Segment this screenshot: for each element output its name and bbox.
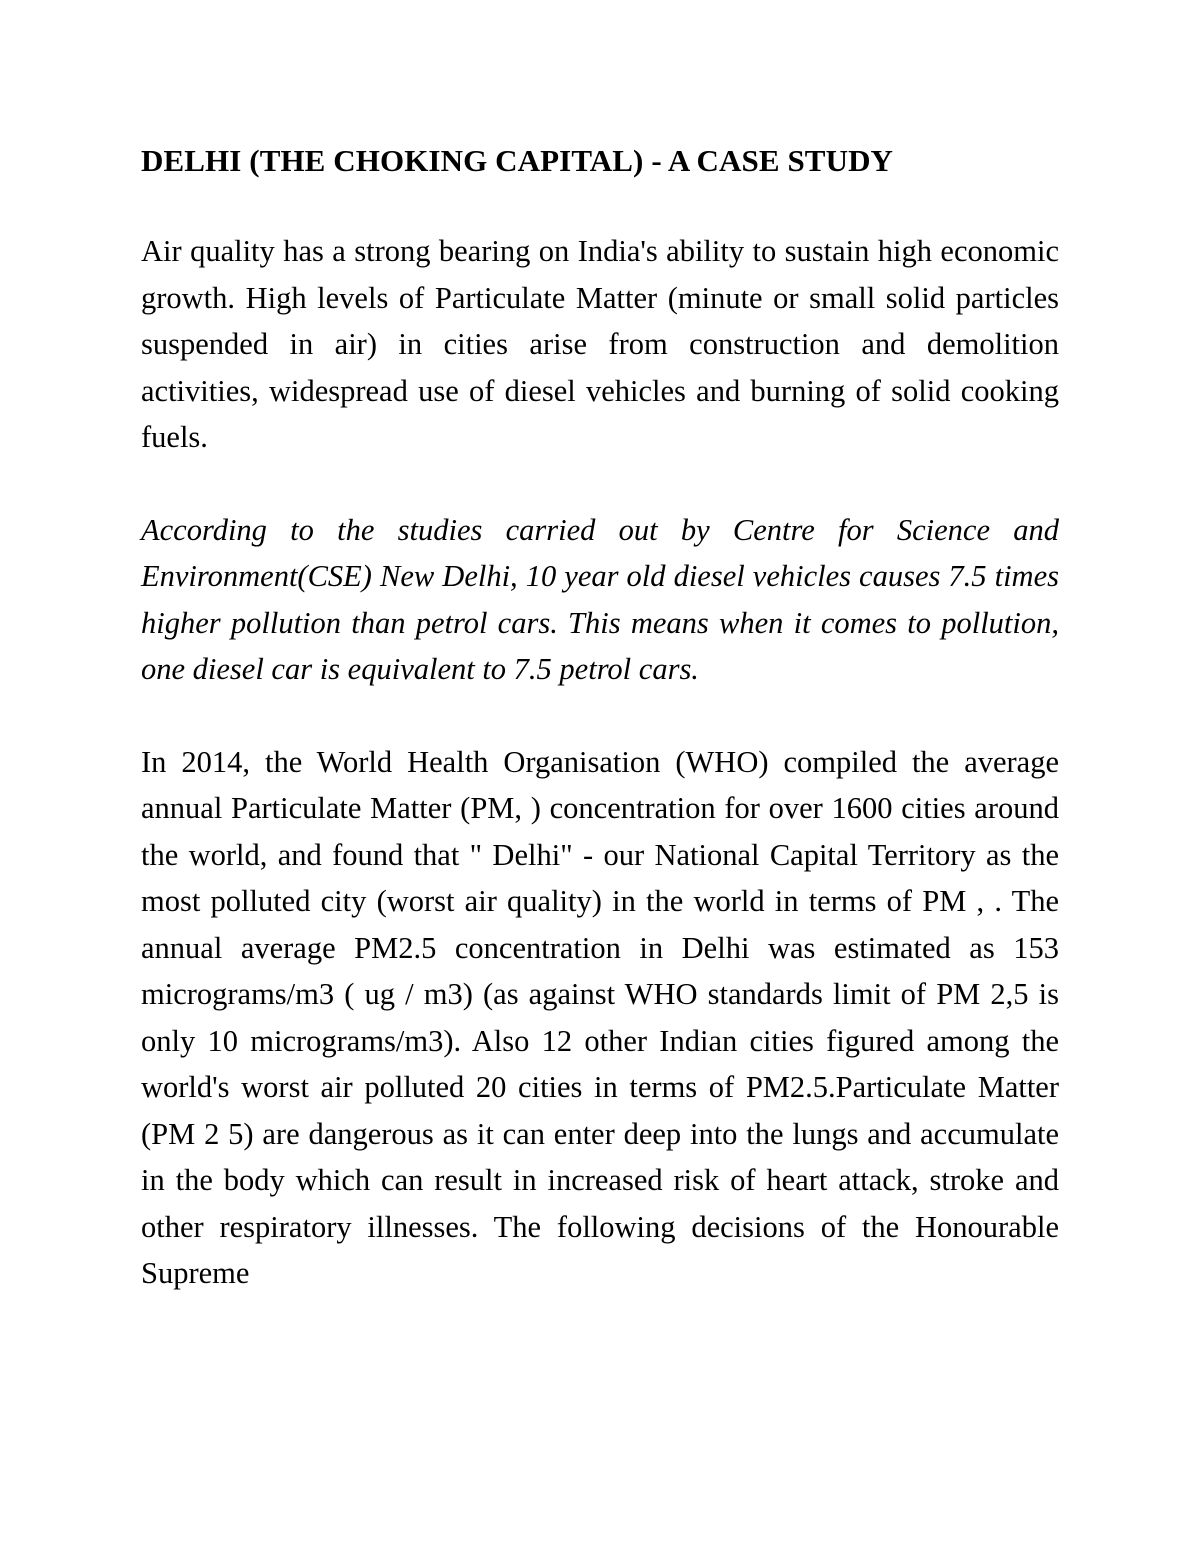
paragraph-cse-study: According to the studies carried out by Centre for Science and Environment(CSE) New Delhi, 10 year old diesel vehicles causes 7.5 times higher pollution than petrol cars. This means when it comes to pollution, one diesel car is equivalent to 7.5 petrol cars. [141, 512, 1059, 686]
paragraph-air-quality: Air quality has a strong bearing on India's ability to sustain high economic growth. High levels of Particulate Matter (minute or small solid particles suspended in air) in cities arise from construction and demolition activities, widespread use of diesel vehicles and burning of solid cooking fuels. [141, 234, 1059, 454]
document-page [141, 138, 1059, 1343]
document-title: DELHI (THE CHOKING CAPITAL) - A CASE STUDY [141, 143, 894, 178]
paragraph-who-report: In 2014, the World Health Organisation (WHO) compiled the average annual Particulate Matter (PM, ) concentration for over 1600 cities around the world, and found that " Delhi" - our National Capital Territory as the most polluted city (worst air quality) in the world in terms of PM , . The annual average PM2.5 concentration in Delhi was estimated as 153 micrograms/m3 ( ug / m3) (as against WHO standards limit of PM 2,5 is only 10 micrograms/m3). Also 12 other Indian cities figured among the world's worst air polluted 20 cities in terms of PM2.5.Particulate Matter (PM 2 5) are dangerous as it can enter deep into the lungs and accumulate in the body which can result in increased risk of heart attack, stroke and other respiratory illnesses. The following decisions of the Honourable Supreme [141, 744, 1059, 1290]
